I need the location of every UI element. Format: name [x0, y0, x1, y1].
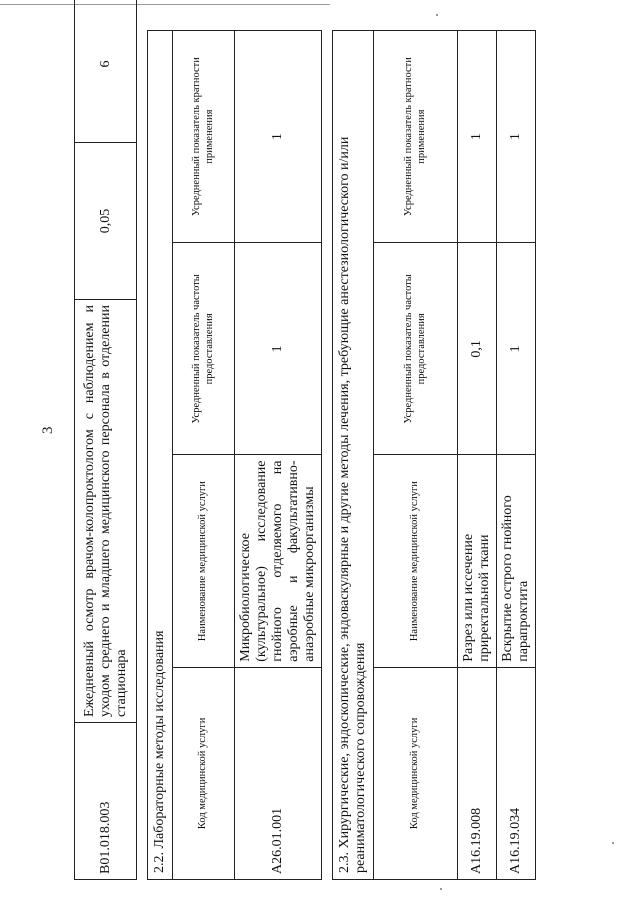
frequency-value: 0,05 [75, 143, 137, 300]
table-row [75, 0, 137, 880]
header-row [173, 31, 235, 880]
multiplicity-value: 1 [458, 31, 497, 243]
table-row [458, 31, 497, 880]
service-name: Вскрытие острого гнойного парапроктита [497, 455, 536, 667]
frequency-value: 1 [497, 243, 536, 455]
header-code: Код медицинской услуги [374, 667, 458, 879]
scan-edge-line [0, 4, 330, 5]
header-multiplicity: Усредненный показатель кратности применения [374, 31, 458, 243]
frequency-value: 0,1 [458, 243, 497, 455]
header-name: Наименование медицинской услуги [374, 455, 458, 667]
page-number: 3 [40, 426, 56, 434]
service-name: Разрез или иссечение приректальной ткани [458, 455, 497, 667]
section-title: 2.2. Лабораторные методы исследования [148, 31, 173, 880]
section-title: 2.3. Хирургические, эндоскопические, эндоваскулярные и другие методы лечения, требующие анестезиологического и/или реаниматологического сопровождения [333, 31, 374, 880]
scan-speck [612, 842, 614, 844]
table-surgical [332, 30, 536, 880]
header-frequency: Усредненный показатель частоты предоставления [374, 243, 458, 455]
table-consultations [74, 0, 137, 880]
frequency-value: 1 [235, 243, 322, 455]
header-code: Код медицинской услуги [173, 667, 235, 879]
section-title-row [333, 31, 374, 880]
service-name: Ежедневный осмотр врачом-колопроктологом с наблюдением и уходом среднего и младшего медицинского персонала в отделении стационара [75, 300, 137, 723]
header-row [374, 31, 458, 880]
service-code: A26.01.001 [235, 667, 322, 879]
service-code: A16.19.008 [458, 667, 497, 879]
multiplicity-value: 1 [497, 31, 536, 243]
multiplicity-value: 6 [75, 0, 137, 143]
header-frequency: Усредненный показатель частоты предоставления [173, 243, 235, 455]
service-name: Микробиологическое (культуральное) исследование гнойного отделяемого на аэробные и факультативно-анаэробные микроорганизмы [235, 455, 322, 667]
header-name: Наименование медицинской услуги [173, 455, 235, 667]
scan-speck [436, 14, 438, 16]
service-code: A16.19.034 [497, 667, 536, 879]
table-row [497, 31, 536, 880]
document-content [74, 30, 584, 880]
section-title-row [148, 31, 173, 880]
table-row [235, 31, 322, 880]
table-gap [137, 30, 147, 880]
service-code: В01.018.003 [75, 723, 137, 880]
table-laboratory [147, 30, 322, 880]
header-multiplicity: Усредненный показатель кратности применения [173, 31, 235, 243]
multiplicity-value: 1 [235, 31, 322, 243]
table-gap [322, 30, 332, 880]
scan-speck [440, 888, 442, 890]
